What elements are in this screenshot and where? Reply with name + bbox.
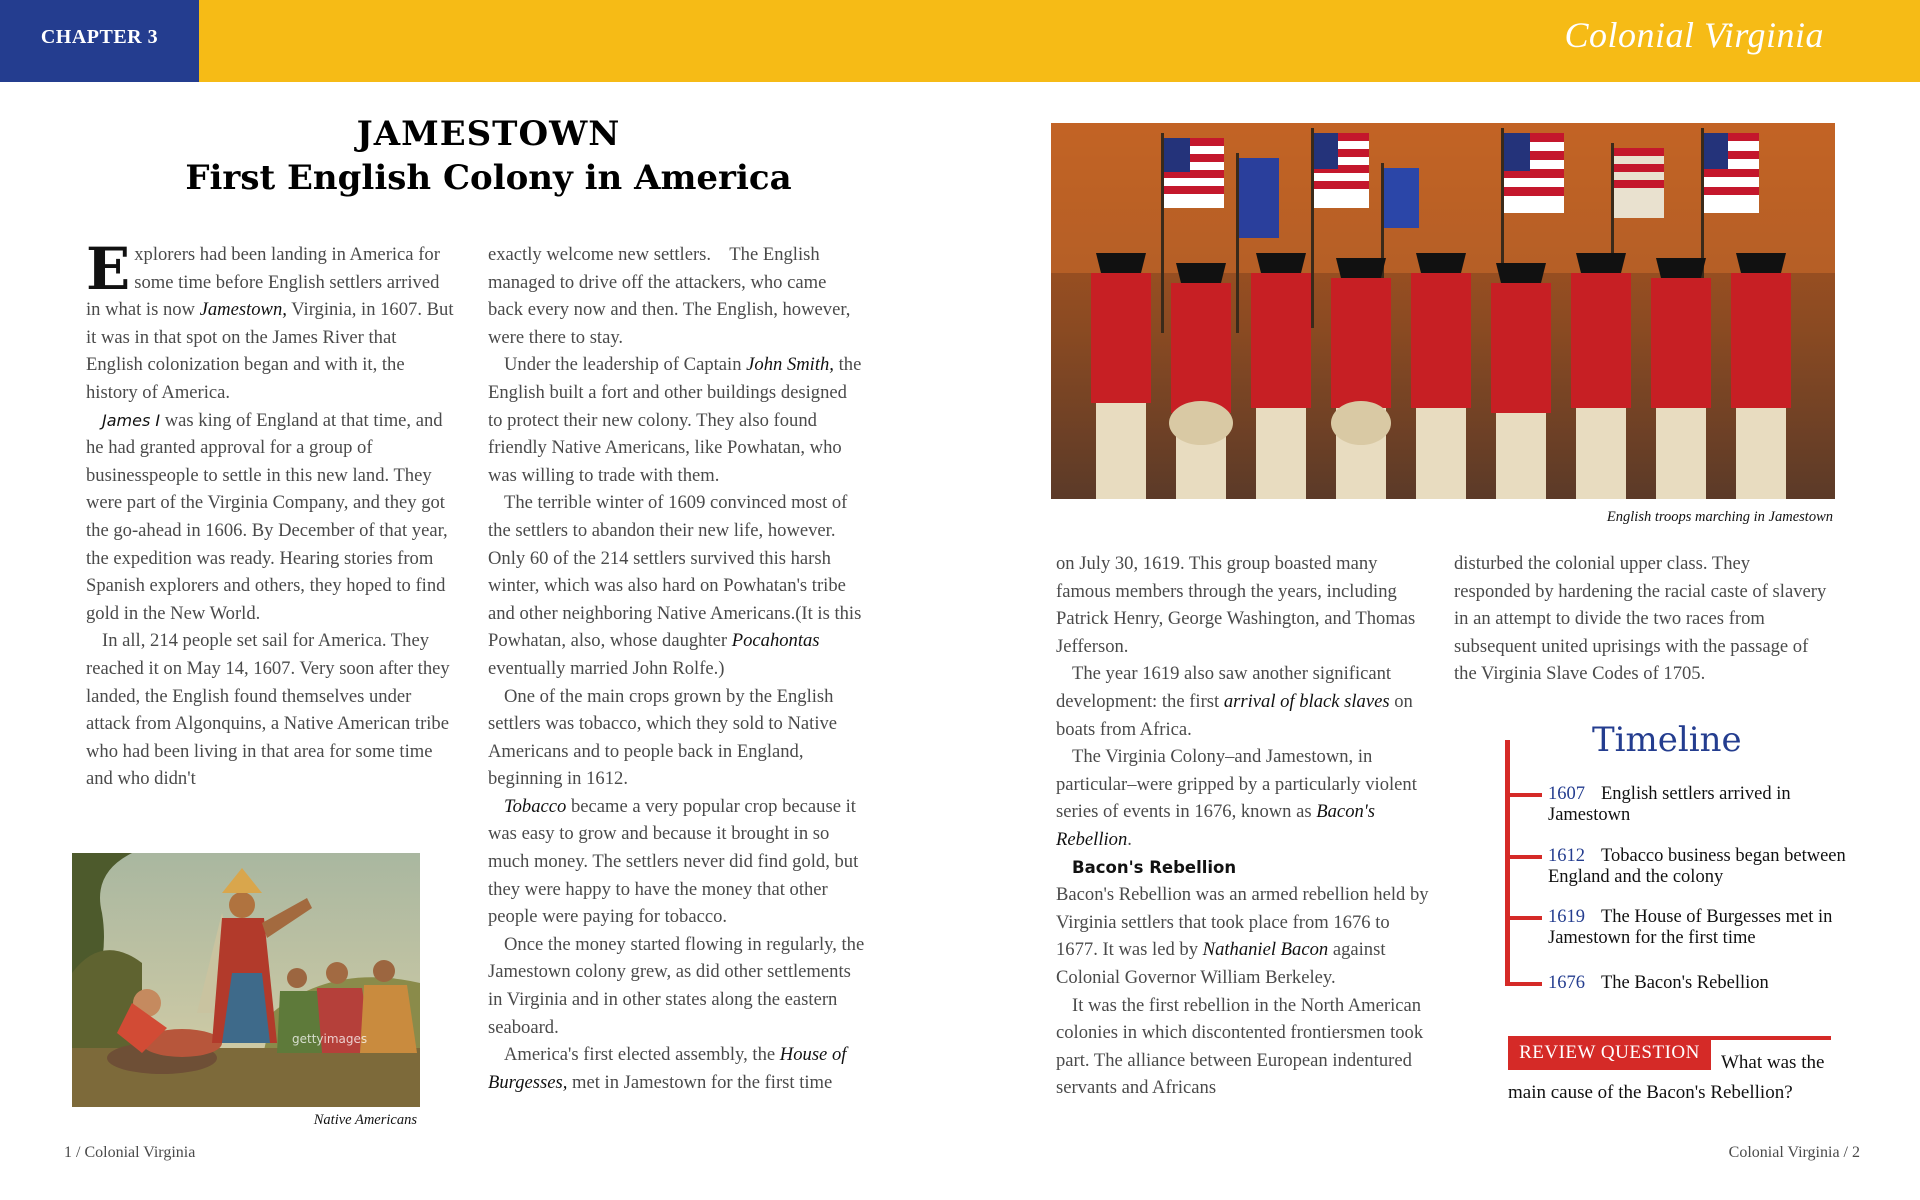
timeline-year: 1612 — [1548, 846, 1585, 866]
paragraph — [488, 793, 866, 931]
timeline-tick — [1508, 793, 1542, 797]
paragraph: One of the main crops grown by the English settlers was tobacco, which they sold to Native Americans and to people back in England, beginning in 1612. — [488, 685, 838, 790]
getty-watermark: gettyimages — [292, 1032, 368, 1046]
paragraph — [86, 407, 454, 628]
timeline-item — [1548, 907, 1848, 949]
drop-cap: E — [86, 235, 131, 303]
text-column-1 — [86, 235, 454, 793]
text-run: Bacon's Rebellion was an armed rebellion held by Virginia settlers that took place from 1676 to 1677. It was led by — [1056, 884, 1429, 961]
timeline-bar — [1505, 740, 1510, 986]
emphasis: John Smith, — [746, 354, 834, 376]
timeline-text: The Bacon's Rebellion — [1601, 973, 1769, 993]
emphasis: House of Burgesses, — [488, 1044, 847, 1093]
page-footer-right: Colonial Virginia / 2 — [1728, 1144, 1860, 1161]
timeline-text: Tobacco business began between England and the colony — [1548, 846, 1846, 887]
text-run: The year 1619 also saw another significant development: the first — [1056, 663, 1392, 712]
native-americans-illustration — [72, 853, 420, 1107]
troops-caption: English troops marching in Jamestown — [1606, 509, 1833, 525]
page-footer-left: 1 / Colonial Virginia — [64, 1144, 196, 1161]
emphasis: arrival of black slaves — [1223, 690, 1390, 712]
troops-photo — [1051, 123, 1835, 499]
troops-image — [1051, 123, 1835, 499]
timeline-year: 1676 — [1548, 973, 1585, 993]
text-run: eventually married John Rolfe.) — [488, 657, 725, 679]
timeline-item — [1548, 784, 1848, 826]
paragraph: In all, 214 people set sail for America. They reached it on May 14, 1607. Very soon after they landed, the English found themselves under attack from Algonquins, a Native American tribe who had been living in that area for some time and who didn't — [86, 630, 450, 790]
text-run: met in Jamestown for the first time — [567, 1071, 833, 1093]
emphasis: Tobacco — [504, 795, 567, 817]
paragraph — [1056, 881, 1436, 991]
emphasis: Bacon's Rebellion — [1056, 801, 1375, 850]
timeline-text: The House of Burgesses met in Jamestown for the first time — [1548, 907, 1833, 948]
text-run: America's first elected assembly, the — [504, 1044, 780, 1066]
timeline-tick — [1508, 916, 1542, 920]
text-run: against Colonial Governor William Berkeley. — [1056, 939, 1386, 988]
timeline-year: 1619 — [1548, 907, 1585, 927]
text-run: was king of England at that time, and he had granted approval for a group of businesspeople to settle in this new land. They were part of the Virginia Company, and they got the go-ahead in 1606. By December of that year, the expedition was ready. Hearing stories from Spanish explorers and others, they hoped to find gold in the New World. — [86, 409, 448, 624]
native-americans-caption: Native Americans — [313, 1112, 417, 1128]
text-run: xplorers had been landing in America for some time before English settlers arrived in what is now — [86, 244, 440, 321]
emphasis: Nathaniel Bacon — [1202, 939, 1329, 961]
paragraph — [1056, 660, 1436, 743]
paragraph: on July 30, 1619. This group boasted many famous members through the years, including Patrick Henry, George Washington, and Thomas Jefferson. — [1056, 553, 1416, 657]
paragraph — [86, 235, 454, 407]
paragraph — [488, 489, 866, 682]
timeline-item — [1548, 973, 1848, 994]
running-header-title: Colonial Virginia — [1564, 15, 1824, 55]
emphasis: James I — [102, 410, 161, 430]
text-run: Virginia, in 1607. But it was in that spot on the James River that English colonization began and with it, the history of America. — [86, 299, 454, 403]
timeline-tick — [1508, 855, 1542, 859]
emphasis: Pocahontas — [731, 630, 820, 652]
review-question-label: REVIEW QUESTION — [1508, 1036, 1711, 1070]
text-run: Under the leadership of Captain — [504, 354, 747, 376]
emphasis: Jamestown, — [199, 299, 287, 321]
article-subtitle: First English Colony in America — [185, 158, 792, 198]
text-column-3 — [1056, 550, 1436, 1102]
timeline-tick — [1508, 982, 1542, 986]
paragraph — [488, 351, 866, 489]
paragraph: It was the first rebellion in the North American colonies in which discontented frontiersmen took part. The alliance between European indentured servants and Africans — [1056, 994, 1424, 1099]
paragraph: Once the money started flowing in regularly, the Jamestown colony grew, as did other settlements in Virginia and in other states along the eastern seaboard. — [488, 933, 865, 1038]
timeline-title: Timeline — [1592, 720, 1742, 760]
text-run: The Virginia Colony–and Jamestown, in particular–were gripped by a particularly violent series of events in 1676, known as — [1056, 746, 1417, 823]
article-title: JAMESTOWN — [356, 114, 621, 154]
chapter-label: CHAPTER 3 — [40, 26, 159, 48]
text-run: The terrible winter of 1609 convinced most of the settlers to abandon their new life, however. Only 60 of the 214 settlers survived this harsh winter, which was also hard on Powhatan's tribe and other neighboring Native Americans.(It is this Powhatan, also, whose daughter — [488, 492, 862, 652]
text-column-4 — [1454, 550, 1829, 688]
text-run: became a very popular crop because it was easy to grow and because it brought in so much money. The settlers never did find gold, but they were happy to have the money that other people were paying for tobacco. — [488, 795, 859, 928]
timeline-year: 1607 — [1548, 784, 1585, 804]
paragraph — [1056, 743, 1436, 853]
text-run: the English built a fort and other buildings designed to protect their new colony. They also found friendly Native Americans, like Powhatan, who was willing to trade with them. — [488, 354, 862, 486]
paragraph: exactly welcome new settlers. The English managed to drive off the attackers, who came back every now and then. The English, however, were there to stay. — [488, 244, 856, 348]
section-heading: Bacon's Rebellion — [1072, 857, 1237, 877]
text-run: . — [1127, 828, 1132, 850]
text-run: on boats from Africa. — [1056, 690, 1413, 740]
review-question-text: What was the — [1721, 1052, 1825, 1073]
review-question-text: main cause of the Bacon's Rebellion? — [1508, 1082, 1793, 1103]
native-americans-image — [72, 853, 420, 1107]
timeline-text: English settlers arrived in Jamestown — [1548, 784, 1791, 825]
paragraph — [488, 1041, 866, 1096]
paragraph: disturbed the colonial upper class. They responded by hardening the racial caste of slavery in an attempt to divide the two races from subsequent united uprisings with the passage of the Virginia Slave Codes of 1705. — [1454, 553, 1827, 685]
text-column-2 — [488, 241, 866, 1096]
timeline-item — [1548, 846, 1848, 888]
